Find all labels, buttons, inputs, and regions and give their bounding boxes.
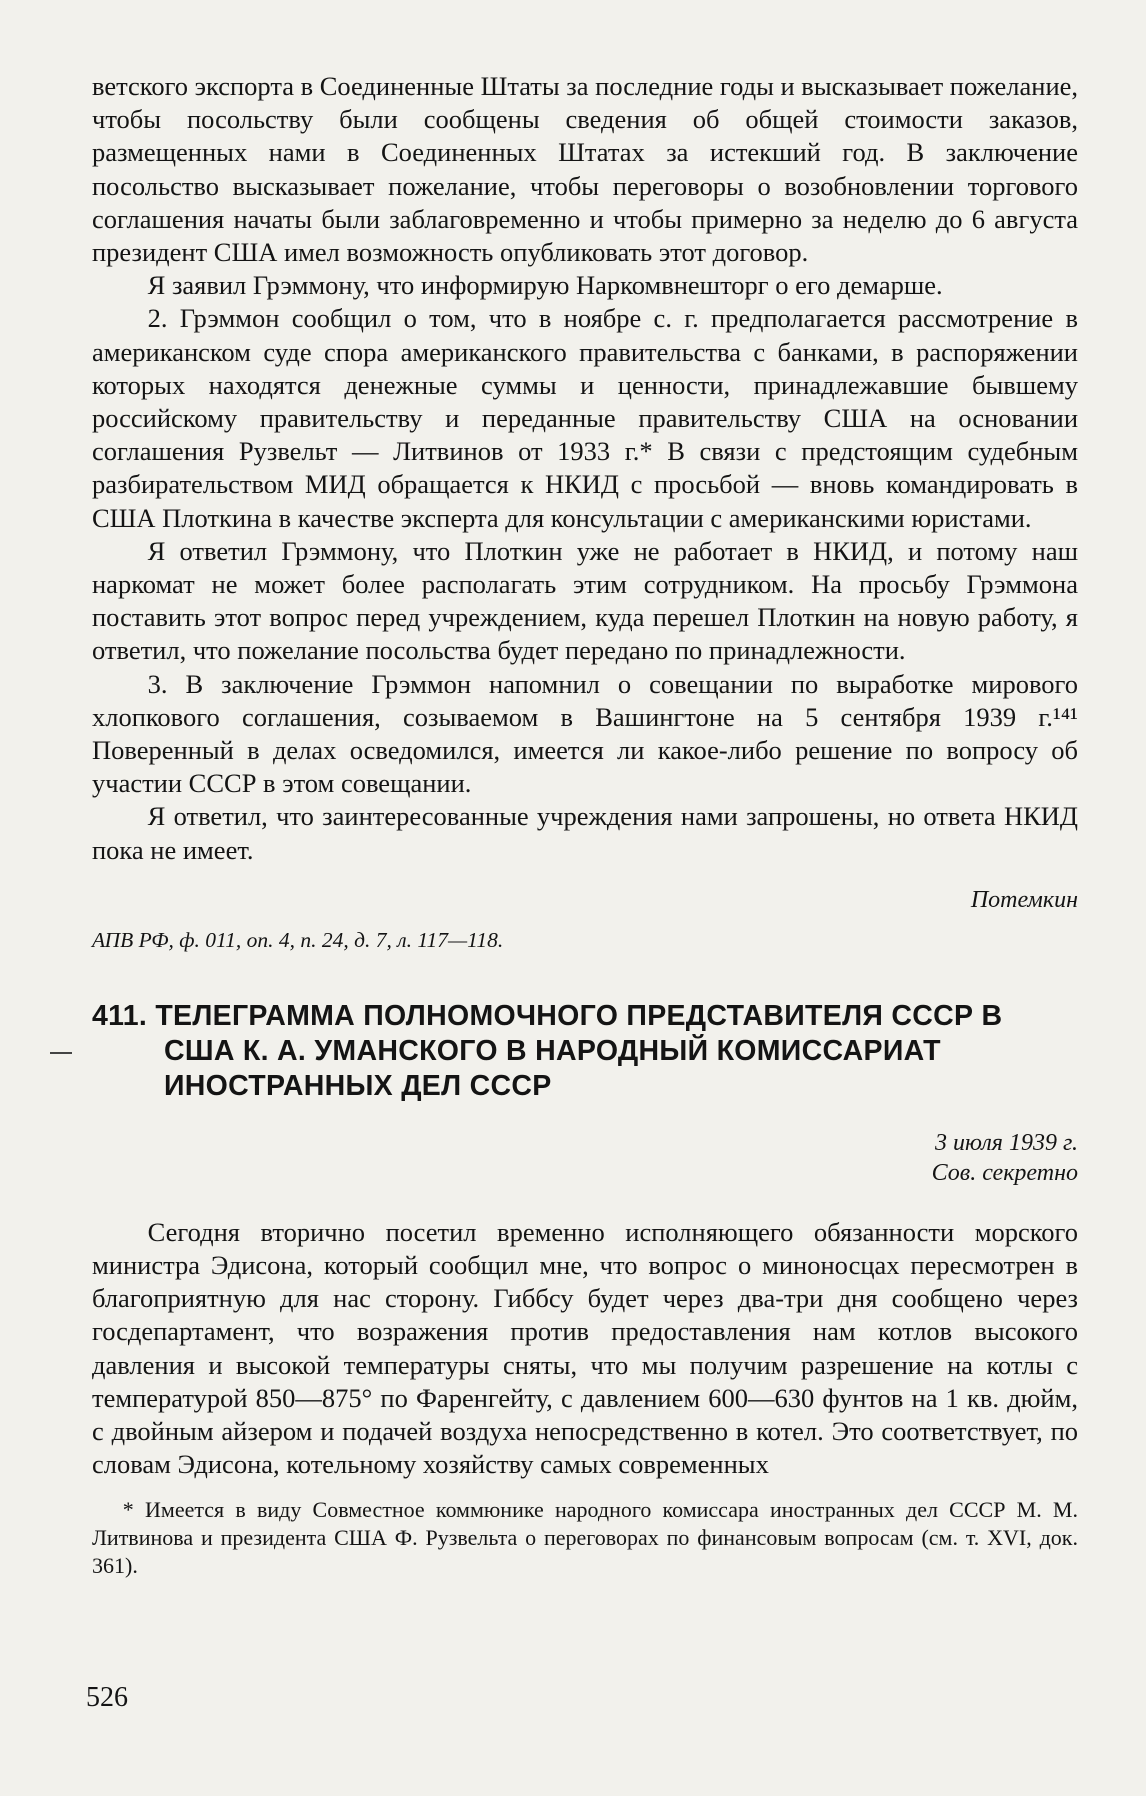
- paragraph: 3. В заключение Грэммон напомнил о совещании по выработке мирового хлопкового соглашения, созываемом в Вашингтоне на 5 сентября 1939 г.¹⁴¹ Поверенный в делах осведомился, имеется ли какое-либо решение по вопросу об участии СССР в этом совещании.: [92, 668, 1078, 799]
- heading-line: ИНОСТРАННЫХ ДЕЛ СССР: [164, 1069, 552, 1102]
- signature: Потемкин: [970, 886, 1078, 913]
- document-body: [92, 1216, 1078, 1482]
- document-classification: Сов. секретно: [931, 1159, 1078, 1186]
- paragraph: Я заявил Грэммону, что информирую Наркомвнешторг о его демарше.: [147, 270, 943, 301]
- margin-mark: [50, 1052, 72, 1054]
- archive-reference: АПВ РФ, ф. 011, оп. 4, п. 24, д. 7, л. 117—118.: [92, 927, 504, 952]
- document-heading: [92, 999, 1078, 1104]
- paragraph: Я ответил, что заинтересованные учреждения нами запрошены, но ответа НКИД пока не имеет.: [92, 801, 1078, 865]
- continuation-text: [92, 70, 1078, 867]
- document-date: 3 июля 1939 г.: [935, 1129, 1078, 1156]
- heading-line: 411. ТЕЛЕГРАММА ПОЛНОМОЧНОГО ПРЕДСТАВИТЕЛЯ СССР В: [92, 999, 1003, 1032]
- heading-line: США К. А. УМАНСКОГО В НАРОДНЫЙ КОМИССАРИАТ: [164, 1034, 941, 1067]
- footnote: * Имеется в виду Совместное коммюнике народного комиссара иностранных дел СССР М. М. Литвинова и президента США Ф. Рузвельта о переговорах по финансовым вопросам (см. т. XVI, док. 361).: [92, 1496, 1078, 1578]
- paragraph: 2. Грэммон сообщил о том, что в ноябре с. г. предполагается рассмотрение в американском суде спора американского правительства с банками, в распоряжении которых находятся денежные суммы и ценности, принадлежавшие бывшему российскому правительству и переданные правительству США на основании соглашения Рузвельт — Литвинов от 1933 г.* В связи с предстоящим судебным разбирательством МИД обращается к НКИД с просьбой — вновь командировать в США Плоткина в качестве эксперта для консультации с американскими юристами.: [92, 303, 1078, 533]
- document-meta: [92, 1128, 1078, 1188]
- page-number: 526: [86, 1682, 128, 1713]
- paragraph: Я ответил Грэммону, что Плоткин уже не работает в НКИД, и потому наш наркомат не может более располагать этим сотрудником. На просьбу Грэммона поставить этот вопрос перед учреждением, куда перешел Плоткин на новую работу, я ответил, что пожелание посольства будет передано по принадлежности.: [92, 535, 1078, 666]
- paragraph: ветского экспорта в Соединенные Штаты за последние годы и высказывает пожелание, чтобы посольству были сообщены сведения об общей стоимости заказов, размещенных нами в Соединенных Штатах за истекший год. В заключение посольство высказывает пожелание, чтобы переговоры о возобновлении торгового соглашения начаты были заблаговременно и чтобы примерно за неделю до 6 августа президент США имел возможность опубликовать этот договор.: [92, 71, 1079, 268]
- paragraph: Сегодня вторично посетил временно исполняющего обязанности морского министра Эдисона, который сообщил мне, что вопрос о миноносцах пересмотрен в благоприятную для нас сторону. Гиббсу будет через два-три дня сообщено через госдепартамент, что возражения против предоставления нам котлов высокого давления и высокой температуры сняты, что мы получим разрешение на котлы с температурой 850—875° по Фаренгейту, с давлением 600—630 фунтов на 1 кв. дюйм, с двойным айзером и подачей воздуха непосредственно в котел. Это соответствует, по словам Эдисона, котельному хозяйству самых современных: [92, 1216, 1078, 1480]
